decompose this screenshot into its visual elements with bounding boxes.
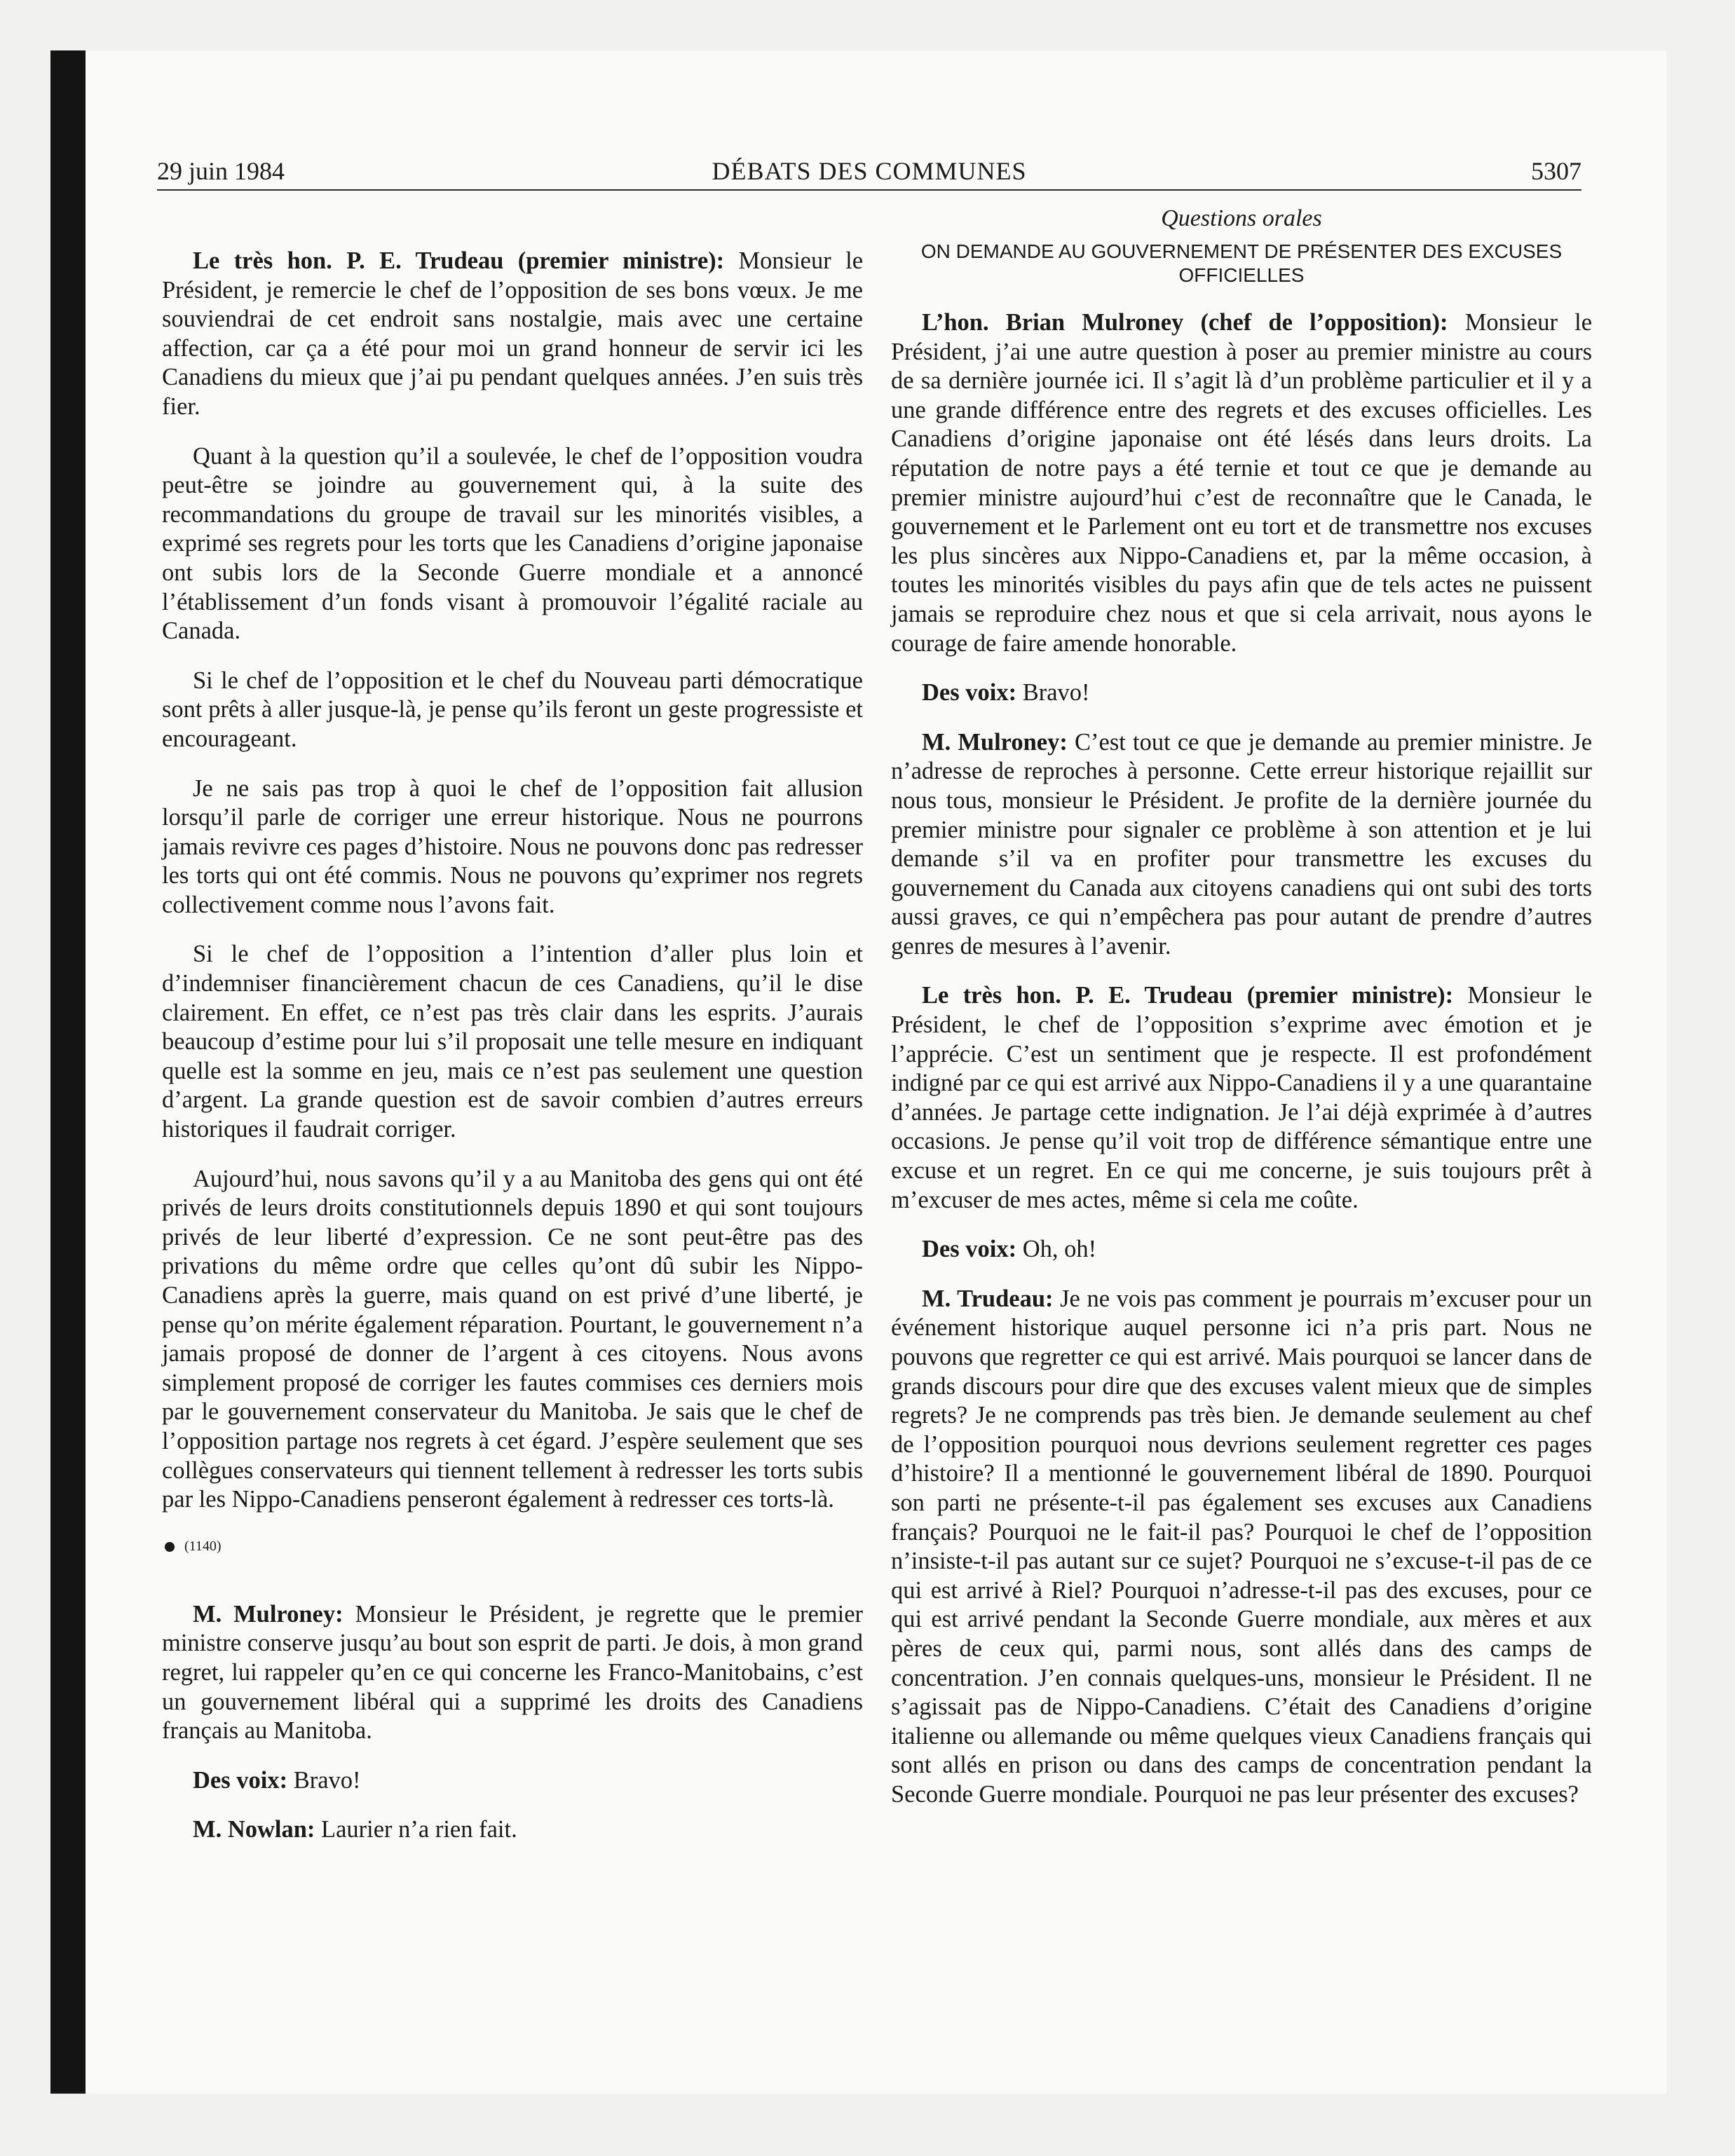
- header-page-number: 5307: [1531, 157, 1581, 185]
- right-column: [891, 203, 1592, 1830]
- left-column: [162, 247, 863, 1865]
- paragraph: [891, 1285, 1592, 1810]
- paragraph: [162, 247, 863, 422]
- speaker-name: Le très hon. P. E. Trudeau (premier ministre):: [922, 982, 1454, 1009]
- paragraph: [891, 728, 1592, 962]
- speaker-name: Des voix:: [922, 1236, 1017, 1263]
- paragraph-text: Bravo!: [293, 1766, 361, 1794]
- speaker-name: Des voix:: [922, 679, 1017, 707]
- header-date: 29 juin 1984: [157, 157, 285, 185]
- paragraph-text: C’est tout ce que je demande au premier ministre. Je n’adresse de reproches à personne. Cette erreur historique rejaillit sur nous tous, monsieur le Président. Je profite de la dernière journée du premier ministre pour signaler ce problème à son attention et je lui demande s’il va en profiter pour transmettre les excuses du gouvernement du Canada aux citoyens canadiens qui ont subi des torts aussi graves, ce qui n’empêchera pas pour autant de prendre d’autres genres de mesures à l’avenir.: [891, 728, 1593, 960]
- speaker-name: M. Trudeau:: [922, 1285, 1054, 1312]
- paragraph: [162, 1600, 863, 1746]
- bullet-icon: [165, 1542, 175, 1552]
- paragraph-text: Laurier n’a rien fait.: [321, 1816, 517, 1843]
- paragraph: [891, 678, 1592, 708]
- section-title: Questions orales: [1161, 205, 1322, 231]
- page-header: [157, 153, 1581, 193]
- header-rule: [157, 189, 1581, 191]
- paragraph: Quant à la question qu’il a soulevée, le chef de l’opposition voudra peut-être se joindre au gouvernement qui, à la suite des recommandations du groupe de travail sur les minorités visibles, a exprimé ses regrets pour les torts que les Canadiens d’origine japonaise ont subis lors de la Seconde Guerre mondiale et a annoncé l’établissement d’un fonds visant à promouvoir l’égalité raciale au Canada.: [162, 442, 863, 645]
- speaker-name: M. Mulroney:: [922, 728, 1068, 756]
- paragraph: [891, 1235, 1592, 1264]
- paragraph: Si le chef de l’opposition et le chef du Nouveau parti démocratique sont prêts à aller jusque-là, je pense qu’ils feront un geste progressiste et encourageant.: [162, 667, 863, 752]
- speaker-name: M. Nowlan:: [193, 1816, 315, 1843]
- paragraph: Si le chef de l’opposition a l’intention d’aller plus loin et d’indemniser financièrement chacun de ces Canadiens, qu’il le dise clairement. En effet, ce n’est pas très clair dans les esprits. J’aurais beaucoup d’estime pour lui s’il proposait une telle mesure en indiquant quelle est la somme en jeu, mais ce n’est pas seulement une question d’argent. La grande question est de savoir combien d’autres erreurs historiques il faudrait corriger.: [162, 941, 863, 1143]
- paragraph-text: Monsieur le Président, je remercie le chef de l’opposition de ses bons vœux. Je me souviendrai de cet endroit sans nostalgie, mais avec une certaine affection, car ça a été pour moi un grand honneur de servir ici les Canadiens du mieux que j’ai pu pendant quelques années. J’en suis très fier.: [162, 247, 864, 420]
- speaker-name: Le très hon. P. E. Trudeau (premier ministre):: [193, 247, 725, 274]
- scan-binding-edge: [50, 50, 86, 2094]
- speaker-name: Des voix:: [193, 1766, 288, 1794]
- paragraph: [162, 1815, 863, 1845]
- paragraph-text: Monsieur le Président, le chef de l’opposition s’exprime avec émotion et je l’apprécie. C’est un sentiment que je respecte. Il est profondément indigné par ce qui est arrivé aux Nippo-Canadiens il y a une quarantaine d’années. Je partage cette indignation. Je l’ai déjà exprimée à d’autres occasions. Je pense qu’il voit trop de différence sémantique entre une excuse et un regret. En ce qui me concerne, je suis toujours prêt à m’excuser de mes actes, même si cela me coûte.: [891, 982, 1593, 1213]
- paragraph-text: Oh, oh!: [1022, 1236, 1097, 1263]
- speaker-name: L’hon. Brian Mulroney (chef de l’opposition):: [922, 309, 1448, 336]
- paragraph: [162, 1766, 863, 1796]
- paragraph: [891, 308, 1592, 658]
- header-title: DÉBATS DES COMMUNES: [712, 157, 1027, 185]
- speaker-name: M. Mulroney:: [193, 1600, 343, 1628]
- time-marker: [162, 1536, 863, 1557]
- paragraph: Je ne sais pas trop à quoi le chef de l’opposition fait allusion lorsqu’il parle de corriger une erreur historique. Nous ne pourrons jamais revivre ces pages d’histoire. Nous ne pouvons donc pas redresser les torts qui ont été commis. Nous ne pouvons qu’exprimer nos regrets collectivement comme nous l’avons fait.: [162, 775, 863, 918]
- paragraph-text: Je ne vois pas comment je pourrais m’excuser pour un événement historique auquel personne ici n’a pris part. Nous ne pouvons que regretter ce qui est arrivé. Mais pourquoi se lancer dans de grands discours pour dire que des excuses valent mieux que de simples regrets? Je ne comprends pas très bien. Je demande seulement au chef de l’opposition pourquoi nous devrions seulement regretter ces pages d’histoire? Il a mentionné le gouvernement libéral de 1890. Pourquoi son parti ne présente-t-il pas également ses excuses aux Canadiens français? Pourquoi ne le fait-il pas? Pourquoi le chef de l’opposition n’insiste-t-il pas autant sur ce sujet? Pourquoi ne s’excuse-t-il pas de ce qui est arrivé à Riel? Pourquoi n’adresse-t-il pas des excuses, pour ce qui est arrivé pendant la Seconde Guerre mondiale, aux mères et aux pères de ceux qui, parmi nous, sont allés dans des camps de concentration. J’en connais quelques-uns, monsieur le Président. Il ne s’agissait pas de Nippo-Canadiens. C’était des Canadiens d’origine italienne ou allemande ou même quelques vieux Canadiens français qui sont allés en prison ou dans des camps de concentration pendant la Seconde Guerre mondiale. Pourquoi ne pas leur présenter des excuses?: [891, 1285, 1592, 1808]
- paragraph-text: Monsieur le Président, j’ai une autre question à poser au premier ministre au cours de sa dernière journée ici. Il s’agit là d’un problème particulier et il y a une grande différence entre des regrets et des excuses officielles. Les Canadiens d’origine japonaise ont été lésés dans leurs droits. La réputation de notre pays a été ternie et tout ce que je demande au premier ministre aujourd’hui c’est de reconnaître que le Canada, le gouvernement et le Parlement ont eu tort et de transmettre nos excuses les plus sincères aux Nippo-Canadiens et, par la même occasion, à toutes les minorités visibles du pays afin que de tels actes ne puissent jamais se reproduire chez nous et que si cela arrivait, nous ayons le courage de faire amende honorable.: [891, 309, 1593, 657]
- paragraph: Aujourd’hui, nous savons qu’il y a au Manitoba des gens qui ont été privés de leurs droits constitutionnels depuis 1890 et qui sont toujours privés de leur liberté d’expression. Ce ne sont peut-être pas des privations du même ordre que celles qu’ont dû subir les Nippo-Canadiens après la guerre, mais quand on est privé d’une liberté, je pense qu’on mérite également réparation. Pourtant, le gouvernement n’a jamais proposé de donner de l’argent à ces citoyens. Nous avons simplement proposé de corriger les fautes commises ces derniers mois par le gouvernement conservateur du Manitoba. Je sais que le chef de l’opposition partage nos regrets à cet égard. J’espère seulement que ses collègues conservateurs qui tiennent tellement à redresser les torts subis par les Nippo-Canadiens penseront également à redresser ces torts-là.: [162, 1165, 863, 1513]
- time-marker-text: (1140): [184, 1538, 222, 1554]
- paragraph-text: Monsieur le Président, je regrette que le premier ministre conserve jusqu’au bout son esprit de parti. Je dois, à mon grand regret, lui rappeler qu’en ce qui concerne les Franco-Manitobains, c’est un gouvernement libéral qui a supprimé les droits des Canadiens français au Manitoba.: [162, 1600, 864, 1745]
- section-subheading: ON DEMANDE AU GOUVERNEMENT DE PRÉSENTER DES EXCUSES OFFICIELLES: [920, 240, 1563, 286]
- paragraph-text: Bravo!: [1022, 679, 1090, 707]
- paragraph: [891, 981, 1592, 1215]
